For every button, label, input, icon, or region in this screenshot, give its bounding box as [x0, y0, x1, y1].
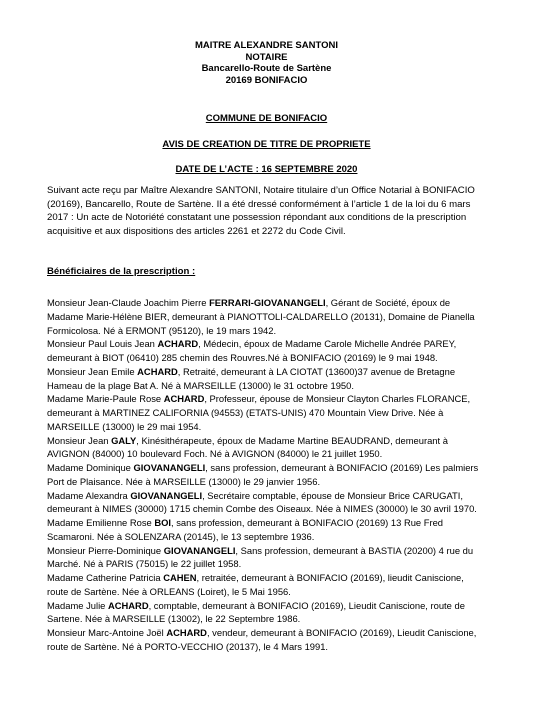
notary-title: NOTAIRE: [245, 51, 288, 63]
entry-details: , retraitée, demeurant à BONIFACIO (20169), lieudit Caniscione,: [196, 572, 464, 583]
entry-details: , Sans profession, demeurant à BASTIA (20200) 4 rue du: [235, 544, 474, 556]
avis-text: AVIS DE CREATION DE TITRE DE PROPRIETE: [162, 139, 371, 150]
entry-details: , Professeur, épouse de Monsieur Clayton Charles FLORANCE,: [204, 393, 471, 405]
entry-surname: GIOVANANGELI: [130, 489, 203, 501]
entry-surname: ACHARD: [107, 599, 149, 611]
commune-text: COMMUNE DE BONIFACIO: [205, 113, 328, 124]
beneficiary-entry: [47, 599, 517, 627]
entry-line: [47, 365, 517, 379]
entry-given-names: Madame Dominique: [47, 462, 134, 473]
entry-given-names: Monsieur Marc-Antoine Joël: [47, 627, 167, 638]
entry-line: Port de Plaisance. Née à MARSEILLE (13000) le 29 janvier 1956.: [47, 475, 321, 487]
beneficiary-entry: [47, 626, 517, 654]
intro-line: acquisitive et aux dispositions des articles 2261 et 2272 du Code Civil.: [47, 225, 346, 237]
entry-given-names: Madame Emilienne Rose: [47, 517, 155, 528]
intro-line: (20169), Bancarello, Route de Sartène. Il a été dressé conformément à l’article 1 de la loi du 6 mars: [47, 198, 471, 210]
notary-city: 20169 BONIFACIO: [225, 74, 308, 86]
beneficiary-entry: [47, 296, 517, 337]
entry-surname: GIOVANANGELI: [163, 544, 236, 556]
entry-line: demeurant à MARTINEZ CALIFORNIA (94553) (ETATS-UNIS) 470 Mountain View Drive. Née à: [47, 407, 444, 418]
entry-given-names: Monsieur Jean-Claude Joachim Pierre: [47, 297, 210, 308]
entry-line: [47, 626, 517, 640]
entry-given-names: Monsieur Paul Louis Jean: [47, 338, 158, 350]
entry-details: , Kinésithérapeute, époux de Madame Martine BEAUDRAND, demeurant à: [136, 434, 448, 446]
entry-line: route de Sartène. Née à ORLEANS (Loiret), le 5 Mai 1956.: [47, 585, 291, 597]
entry-given-names: Madame Marie-Paule Rose: [47, 393, 164, 405]
entry-line: Marché. Né à PARIS (75015) le 22 juillet 1958.: [47, 558, 242, 570]
entry-surname: GALY: [111, 434, 137, 446]
entry-line: [47, 544, 517, 558]
beneficiaires-title: Bénéficiaires de la prescription :: [47, 266, 196, 277]
entry-given-names: Madame Alexandra: [47, 489, 131, 501]
date-acte-heading: [0, 164, 533, 176]
entry-details: , sans profession, demeurant à BONIFACIO (20169) 13 Rue Fred: [171, 517, 444, 528]
entry-surname: ACHARD: [157, 338, 199, 350]
entry-details: , comptable, demeurant à BONIFACIO (20169), Lieudit Caniscione, route de: [148, 599, 465, 611]
entry-given-names: Madame Julie: [47, 599, 108, 611]
beneficiary-entry: [47, 489, 517, 517]
beneficiary-entry: [47, 461, 517, 489]
entry-details: , Secrétaire comptable, épouse de Monsieur Brice CARUGATI,: [202, 489, 463, 501]
entry-given-names: Madame Catherine Patricia: [47, 572, 164, 583]
beneficiary-entry: [47, 544, 517, 572]
entry-line: [47, 571, 517, 585]
entry-line: [47, 599, 517, 613]
entry-line: Madame Marie-Hélène BIER, demeurant à PIANOTTOLI-CALDARELLO (20131), Domaine de Pianella: [47, 310, 475, 322]
entry-line: [47, 461, 517, 475]
entry-line: [47, 434, 517, 448]
commune-heading: [0, 113, 533, 125]
entry-line: [47, 296, 517, 310]
entry-details: , sans profession, demeurant à BONIFACIO (20169) Les palmiers: [205, 462, 479, 473]
entry-surname: FERRARI-GIOVANANGELI: [209, 297, 326, 308]
entry-surname: ACHARD: [166, 627, 207, 638]
entry-given-names: Monsieur Pierre-Dominique: [47, 544, 164, 556]
entry-surname: ACHARD: [137, 365, 178, 377]
entry-line: Sartene. Née à MARSEILLE (13002), le 22 Septembre 1986.: [47, 613, 301, 625]
beneficiary-entry: [47, 434, 517, 462]
entry-line: MARSEILLE (13000) le 29 mai 1954.: [47, 420, 202, 432]
entry-line: route de Sartène. Né à PORTO-VECCHIO (20137), le 4 Mars 1991.: [47, 640, 329, 652]
entry-line: [47, 489, 517, 503]
entry-line: [47, 516, 517, 530]
notary-header: [0, 40, 533, 86]
entry-details: , Retraité, demeurant à LA CIOTAT (13600)37 avenue de Bretagne: [177, 365, 456, 377]
entry-line: Formicolosa. Né à ERMONT (95120), le 19 mars 1942.: [47, 324, 277, 336]
intro-line: Suivant acte reçu par Maître Alexandre SANTONI, Notaire titulaire d’un Office Notarial à BONIFACIO: [47, 185, 475, 196]
beneficiary-entry: [47, 571, 517, 599]
entry-surname: BOI: [154, 517, 172, 528]
entry-surname: ACHARD: [163, 393, 205, 405]
entry-line: [47, 337, 517, 351]
entry-line: AVIGNON (84000) 10 boulevard Foch. Né à AVIGNON (84000) le 21 juillet 1950.: [47, 448, 383, 460]
entry-line: Hameau de la plage Bat A. Né à MARSEILLE (13000) le 31 octobre 1950.: [47, 379, 354, 391]
entry-given-names: Monsieur Jean Emile: [47, 365, 138, 377]
entry-details: , Gérant de Société, époux de: [325, 297, 451, 308]
entry-line: demeurant à BIOT (06410) 285 chemin des Rouvres.Né à BONIFACIO (20169) le 9 mai 1948.: [47, 352, 438, 363]
entry-details: , Médecin, époux de Madame Carole Michelle Andrée PAREY,: [198, 338, 457, 350]
notary-address: Bancarello-Route de Sartène: [201, 63, 332, 74]
beneficiary-entry: [47, 337, 517, 365]
beneficiary-entry: [47, 392, 517, 433]
notary-name: MAITRE ALEXANDRE SANTONI: [194, 40, 339, 51]
intro-line: 2017 : Un acte de Notoriété constatant une possession répondant aux conditions de la prescription: [47, 212, 467, 223]
entry-surname: GIOVANANGELI: [133, 462, 206, 473]
beneficiary-entry: [47, 365, 517, 393]
beneficiary-entry: [47, 516, 517, 544]
entry-line: demeurant à NIMES (30000) 1715 chemin Combe des Oiseaux. Née à NIMES (30000) le 30 avril 1970.: [47, 503, 477, 515]
entry-line: Scamaroni. Née à SOLENZARA (20145), le 13 septembre 1936.: [47, 530, 315, 542]
entry-line: [47, 392, 517, 406]
date-acte-text: DATE DE L’ACTE : 16 SEPTEMBRE 2020: [175, 164, 358, 175]
entry-given-names: Monsieur Jean: [47, 434, 112, 446]
entry-surname: CAHEN: [163, 572, 197, 583]
beneficiaires-list: [47, 296, 517, 654]
entry-details: , vendeur, demeurant à BONIFACIO (20169), Lieudit Caniscione,: [206, 627, 477, 638]
avis-heading: [0, 139, 533, 151]
intro-paragraph: [47, 184, 502, 238]
